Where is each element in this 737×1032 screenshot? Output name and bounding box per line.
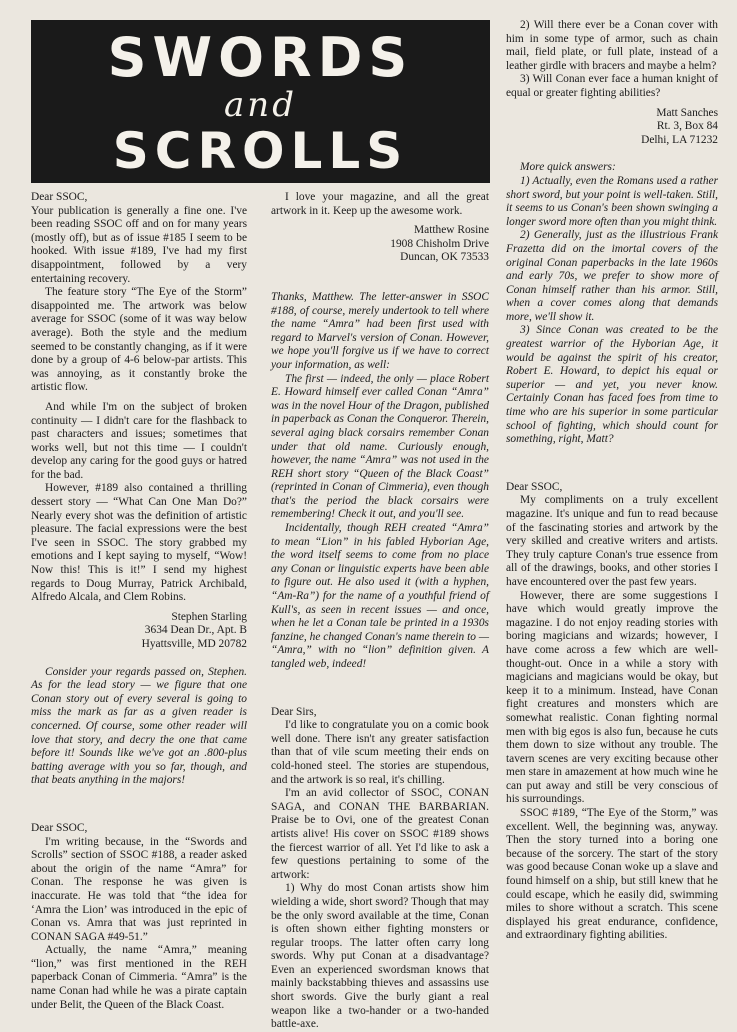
letter3-paragraph: 3) Will Conan ever face a human knight of equal or greater fighting abilities? xyxy=(506,73,718,99)
letter4-paragraph: However, there are some suggestions I have which would greatly improve the magazine. I do not enjoy reading stories with boring magicians and wizards; however, I have come across a few which are well-thought-out. Once in a while a story with magicians and magicians would be okay, but keep it to a minimum. Instead, have Conan fight creatures and monsters which are somewhat realistic. Conan fighting normal men with big egos is also fun, because he cuts them down to size without any trouble. The tavern scenes are very exciting because other men stare in amazement at how much wine he can put away and still be very conscious of his surroundings. xyxy=(506,589,718,806)
signature-address: 3634 Dean Dr., Apt. B xyxy=(144,624,247,637)
letter1-salutation: Dear SSOC, xyxy=(31,191,88,203)
letter3-salutation: Dear Sirs, xyxy=(271,705,317,718)
letter2-paragraph: I'm writing because, in the “Swords and Scrolls” section of SSOC #188, a reader asked about the origin of the name “Amra” for Conan. The response he was given is inaccurate. He was told that “the idea for ‘Amra the Lion’ was introduced in the epic of Conan vs. Amra that was just reprinted in CONAN SAGA #49-51.” xyxy=(31,835,247,943)
letter3-paragraph: 2) Will there ever be a Conan cover with him in some type of armor, such as chain mail, field plate, or full plate, instead of a leather girdle with bracers and maybe a helm? xyxy=(506,19,718,72)
letter2-answer: The first — indeed, the only — place Robert E. Howard himself ever called Conan “Amra” was in the novel Hour of the Dragon, published in paperback as Conan the Conqueror. Therein, several aging black corsairs remember Conan under that old name. Curiously enough, however, the name “Amra” was not used in the REH short story “Queen of the Black Coast” (reprinted in Conan of Cimmeria), even though that's the period the black corsairs were remembering! Check it out, and you'll see. xyxy=(271,372,489,521)
letter3-signature xyxy=(506,107,718,148)
letter1-answer: Consider your regards passed on, Stephen. As for the lead story — we figure that one Conan story out of every several is going to miss the mark as far as a given reader is concerned. Of course, some other reader will love that story, and decry the one that came before it! Sounds like we've got an .800-plus batting average with you so far, though, and that beats anything in the majors! xyxy=(31,665,247,787)
letter3-paragraph: 1) Why do most Conan artists show him wielding a wide, short sword? Though that may be the only sword available at the time, Conan is often shown either fighting monsters or regular troops. The latter often carry long swords. Why put Conan at a disadvantage? Even an experienced swordsman knows that mainly backstabbing thieves and assassins use short swords. Give the burly giant a real weapon like a two-hander or a two-handed battle-axe. xyxy=(271,882,489,1031)
letter1-paragraph: And while I'm on the subject of broken continuity — I didn't care for the flashback to past characters and issues; sometimes that works well, but not this time — I couldn't develop any caring for the good guys or hatred for the bad. xyxy=(31,400,247,481)
letter2-signature xyxy=(271,224,489,265)
letter1-paragraph: However, #189 also contained a thrilling dessert story — “What Can One Man Do?” Nearly every shot was the definition of artistic pleasure. The facial expressions were the best I've seen in SSOC. The story grabbed my emotions and I kept saying to myself, “Wow! Now this! This is it!” I send my highest regards to Doug Murray, Patrick Archibald, Alfredo Alcala, and Clem Robins. xyxy=(31,482,247,604)
letter1-paragraph: Your publication is generally a fine one. I've been reading SSOC off and on for many years (mostly off), but as of issue #185 I seem to be hooked. With issue #189, I've had my first disappointment, followed by a very entertaining recovery. xyxy=(31,204,247,285)
letter3-answer: More quick answers: xyxy=(520,161,616,174)
letter2-answer: Incidentally, though REH created “Amra” to mean “Lion” in his fabled Hyborian Age, the word itself seems to come from no place any Conan or linguistic experts have been able to figure out. He also used it (with a hyphen, “Am-Ra”) for the name of a youthful friend of Kull's, as seen in recent issues — and once, when he let a Conan tale be printed in a 1930s fanzine, he changed Conan's name therein to — “Amra,” with no “lion” definition given. A tangled web, indeed! xyxy=(271,522,489,670)
title-line-scrolls: SCROLLS xyxy=(112,122,409,180)
signature-name: Stephen Starling xyxy=(171,610,247,623)
signature-city: Duncan, OK 73533 xyxy=(400,251,489,264)
letter3-answer: 3) Since Conan was created to be the greatest warrior of the Hyborian Age, it would be against the spirit of his creator, Robert E. Howard, to depict his equal or superior — and yet, you never know. Certainly Conan has faced foes from time to time who are his superior in some particular school of fighting, which should count for something, right, Matt? xyxy=(506,324,718,446)
title-line-and: and xyxy=(224,85,297,125)
letter4-salutation: Dear SSOC, xyxy=(506,480,563,493)
letter2-answer: Thanks, Matthew. The letter-answer in SSOC #188, of course, merely undertook to tell where the name “Amra” had been first used with regard to Marvel's version of Conan. However, we hope you'll forgive us if we have to correct your information, as well: xyxy=(271,290,489,371)
letter3-paragraph: I'd like to congratulate you on a comic book well done. There isn't any greater satisfaction than that of vile scum meeting their ends on cold-honed steel. The stories are stupendous, and the artwork is so real, it's chilling. xyxy=(271,719,489,786)
signature-city: Hyattsville, MD 20782 xyxy=(141,638,247,650)
title-line-swords: SWORDS xyxy=(107,26,414,89)
column-3 xyxy=(506,19,718,943)
letter2-paragraph: I love your magazine, and all the great artwork in it. Keep up the awesome work. xyxy=(271,191,489,217)
letter1-paragraph: The feature story “The Eye of the Storm” disappointed me. The artwork was below average for SSOC (some of it was way below average). Both the style and the medium seemed to be constantly changing, as if it were done by a group of 4-6 below-par artists. This was annoying, as it constantly broke the artistic flow. xyxy=(31,286,247,394)
letter2-salutation: Dear SSOC, xyxy=(31,821,88,834)
signature-city: Delhi, LA 71232 xyxy=(641,133,718,146)
letter4-paragraph: SSOC #189, “The Eye of the Storm,” was excellent. Well, the beginning was, anyway. Then the story turned into a boring one because of the sorcery. The start of the story was good because Conan woke up a slave and found himself on a ship, but still knew that he could escape, which he easily did, swimming miles to shore without a scratch. This scene displayed his great endurance, confidence, and extraordinary fighting abilities. xyxy=(506,807,718,942)
column-2 xyxy=(271,191,489,1032)
section-title-banner xyxy=(31,20,490,183)
letter2-paragraph: Actually, the name “Amra,” meaning “lion,” was first mentioned in the REH paperback Conan of Cimmeria. “Amra” is the name Conan had while he was a pirate captain under Belit, the Queen of the Black Coast. xyxy=(31,944,247,1011)
column-1 xyxy=(31,191,247,1012)
letter1-signature xyxy=(31,611,247,652)
signature-address: Rt. 3, Box 84 xyxy=(656,120,718,133)
letter4-paragraph: My compliments on a truly excellent magazine. It's unique and fun to read because of the fascinating stories and artwork by the very skilled and creative writers and artists. They truly capture Conan's true essence from all of the drawings, books, and other stories I have encountered over the past few years. xyxy=(506,494,718,588)
signature-name: Matthew Rosine xyxy=(414,224,489,237)
signature-name: Matt Sanches xyxy=(656,106,718,119)
letter3-paragraph: I'm an avid collector of SSOC, CONAN SAGA, and CONAN THE BARBARIAN. Praise be to Ovi, one of the greatest Conan artists alive! His cover on SSOC #189 shows the fiercest warrior of all. Yet I'd like to ask a few questions pertaining to some of the artwork: xyxy=(271,787,489,881)
letter3-answer: 1) Actually, even the Romans used a rather short sword, but your point is well-taken. Still, it seems to us Conan's been shown swinging a longer sword more often than you might think. xyxy=(506,174,718,228)
signature-address: 1908 Chisholm Drive xyxy=(390,237,489,250)
letter3-answer: 2) Generally, just as the illustrious Frank Frazetta did on the imortal covers of the original Conan paperbacks in the late 1960s and early 70s, we prefer to show more of Conan himself rather than his armor. Still, when a cover comes along that demands more, we'll show it. xyxy=(506,229,718,323)
